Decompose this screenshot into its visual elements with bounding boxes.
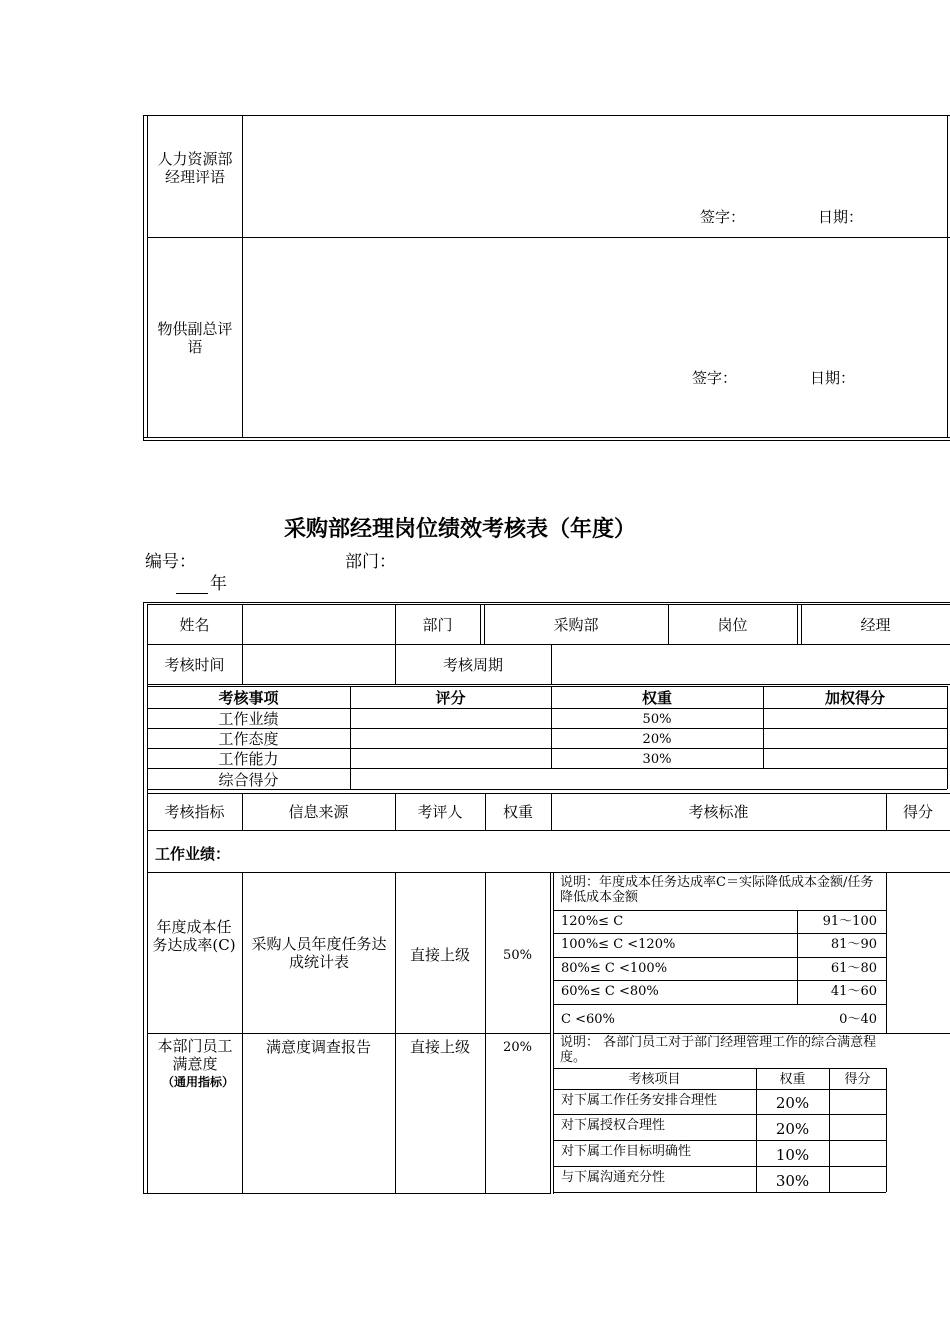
row2-indicator-note: （通用指标） xyxy=(162,1075,235,1089)
post-value: 经理 xyxy=(860,616,891,634)
criteria-condition: 100%≤ C <120% xyxy=(561,937,676,952)
row2-weight: 20% xyxy=(503,1040,532,1055)
form-title: 采购部经理岗位绩效考核表（年度） xyxy=(284,516,637,542)
vp-date-label: 日期： xyxy=(810,369,856,387)
row1-weight: 50% xyxy=(503,948,532,963)
summary-row-item: 工作态度 xyxy=(218,730,279,748)
dept-field-label: 部门： xyxy=(345,552,396,572)
sub-row-item: 对下属工作目标明确性 xyxy=(561,1144,692,1159)
name-label: 姓名 xyxy=(179,616,210,634)
detail-header-score: 得分 xyxy=(902,803,933,821)
summary-row-weight: 30% xyxy=(642,752,672,767)
sub-header-weight: 权重 xyxy=(779,1072,806,1087)
summary-header-weighted: 加权得分 xyxy=(824,689,885,707)
row1-note: 说明：年度成本任务达成率C＝实际降低成本金额/任务降低成本金额 xyxy=(560,875,874,905)
sub-row-item: 对下属授权合理性 xyxy=(561,1118,666,1133)
criteria-score: 91～100 xyxy=(822,914,877,929)
summary-header-score: 评分 xyxy=(435,689,466,707)
sub-row-item: 与下属沟通充分性 xyxy=(561,1170,666,1185)
row2-indicator: 本部门员工满意度 xyxy=(157,1037,233,1073)
summary-total-label: 综合得分 xyxy=(218,771,279,789)
criteria-score: 81～90 xyxy=(830,937,877,952)
summary-row-weight: 20% xyxy=(642,732,672,747)
vp-sign-label: 签字： xyxy=(692,369,738,387)
summary-header-weight: 权重 xyxy=(641,689,672,707)
criteria-condition: 120%≤ C xyxy=(561,914,624,929)
criteria-condition: C <60% xyxy=(561,1012,615,1027)
dept-label: 部门 xyxy=(422,616,453,634)
row1-assessor: 直接上级 xyxy=(409,946,470,964)
detail-header-weight: 权重 xyxy=(502,803,533,821)
post-label: 岗位 xyxy=(717,616,748,634)
row1-indicator: 年度成本任务达成率(C) xyxy=(152,918,236,954)
time-label: 考核时间 xyxy=(164,656,225,674)
row2-note: 说明： 各部门员工对于部门经理管理工作的综合满意程度。 xyxy=(560,1035,877,1065)
summary-row-item: 工作能力 xyxy=(218,750,279,768)
criteria-condition: 80%≤ C <100% xyxy=(561,961,668,976)
row2-assessor: 直接上级 xyxy=(409,1038,470,1056)
row1-source: 采购人员年度任务达成统计表 xyxy=(251,935,387,971)
hr-sign-label: 签字： xyxy=(700,208,746,226)
sub-row-item: 对下属工作任务安排合理性 xyxy=(561,1093,718,1108)
detail-header-assessor: 考评人 xyxy=(417,803,463,821)
section-label: 工作业绩： xyxy=(155,845,231,863)
number-label: 编号： xyxy=(145,552,196,572)
detail-header-source: 信息来源 xyxy=(288,803,349,821)
detail-header-indicator: 考核指标 xyxy=(164,803,225,821)
year-label: 年 xyxy=(210,574,227,594)
row2-source: 满意度调查报告 xyxy=(265,1038,371,1056)
criteria-score: 61～80 xyxy=(830,961,877,976)
vp-comment-label: 物供副总评语 xyxy=(157,320,233,356)
dept-value: 采购部 xyxy=(553,616,599,634)
sub-header-item: 考核项目 xyxy=(628,1072,681,1087)
sub-row-weight: 10% xyxy=(775,1146,810,1164)
sub-row-weight: 20% xyxy=(775,1094,810,1112)
hr-comment-label: 人力资源部经理评语 xyxy=(157,150,233,186)
summary-header-item: 考核事项 xyxy=(218,689,279,707)
summary-row-weight: 50% xyxy=(642,712,672,727)
criteria-score: 0～40 xyxy=(839,1012,877,1027)
criteria-score: 41～60 xyxy=(830,984,877,999)
sub-row-weight: 30% xyxy=(775,1172,810,1190)
sub-row-weight: 20% xyxy=(775,1120,810,1138)
summary-row-item: 工作业绩 xyxy=(218,710,279,728)
hr-date-label: 日期： xyxy=(818,208,864,226)
detail-header-criteria: 考核标准 xyxy=(688,803,749,821)
period-label: 考核周期 xyxy=(442,656,503,674)
sub-header-score: 得分 xyxy=(844,1072,871,1087)
criteria-condition: 60%≤ C <80% xyxy=(561,984,659,999)
